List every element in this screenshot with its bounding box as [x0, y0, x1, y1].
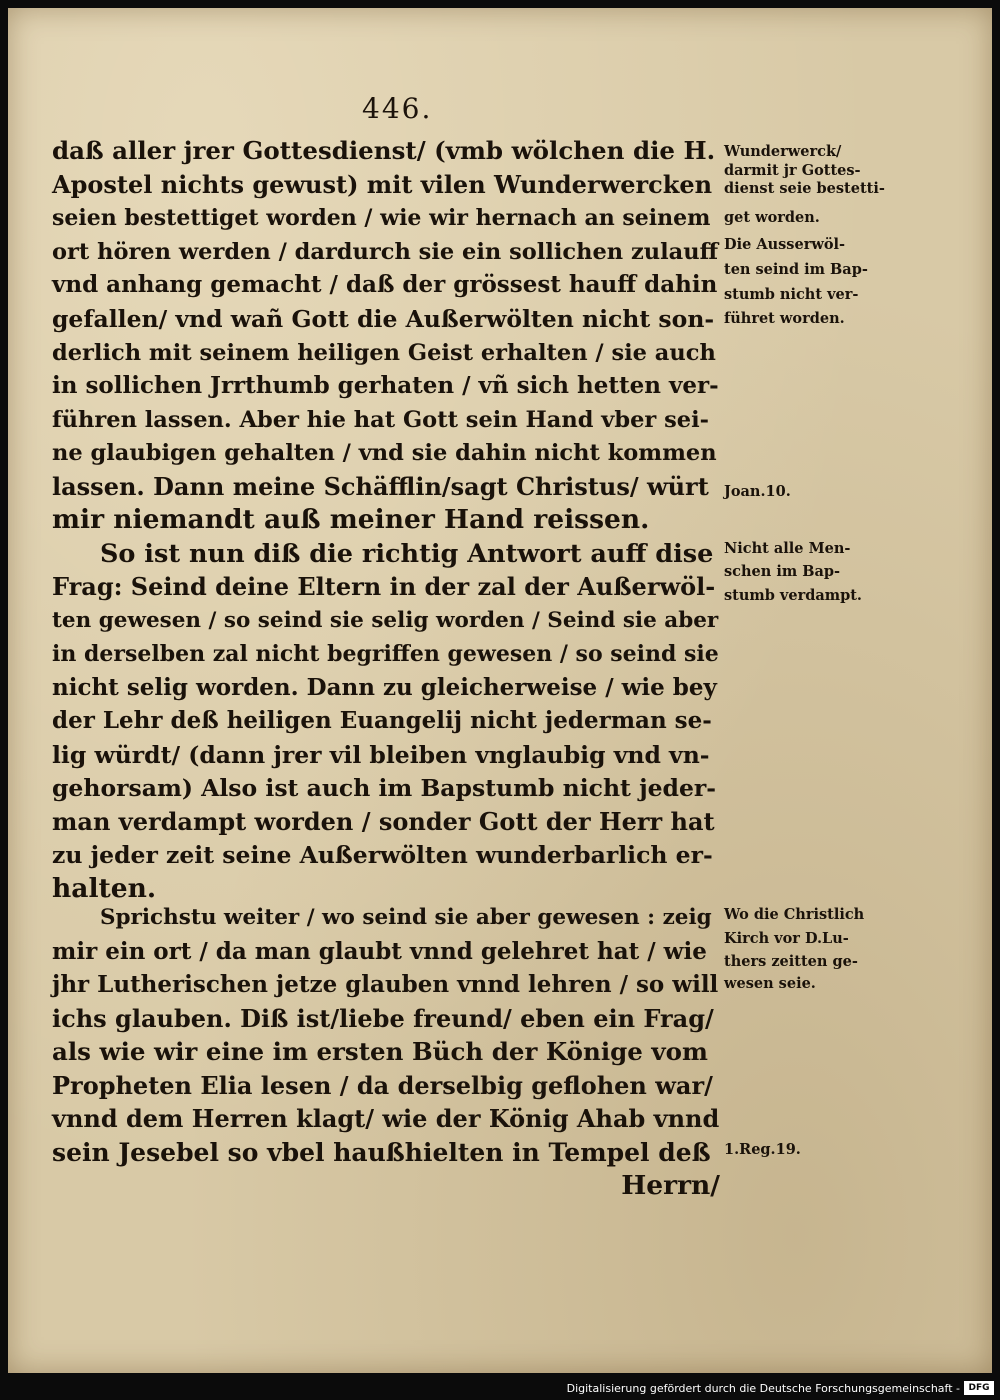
margin-note-line: führet worden.	[724, 310, 845, 327]
text-line: ichs glauben. Diß ist/liebe freund/ eben ein Frag/	[52, 1004, 714, 1033]
margin-note-line: stumb verdampt.	[724, 587, 862, 604]
margin-note-line: Kirch vor D.Lu-	[724, 930, 849, 947]
margin-note-line: ten seind im Bap-	[724, 261, 868, 278]
text-line: in sollichen Jrrthumb gerhaten / vñ sich hetten ver-	[52, 372, 719, 399]
catchword: Herrn/	[621, 1170, 720, 1201]
text-line: als wie wir eine im ersten Büch der Könige vom	[52, 1037, 708, 1066]
text-line: man verdampt worden / sonder Gott der Herr hat	[52, 807, 715, 836]
text-line: der Lehr deß heiligen Euangelij nicht jederman se-	[52, 707, 712, 734]
text-line: mir niemandt auß meiner Hand reissen.	[52, 504, 650, 535]
margin-note-line: Joan.10.	[724, 483, 791, 500]
paragraph-start-line: So ist nun diß die richtig Antwort auff dise	[100, 539, 714, 569]
margin-note-line: schen im Bap-	[724, 563, 841, 580]
margin-note-line: Die Ausserwöl-	[724, 236, 846, 253]
margin-note-line: get worden.	[724, 209, 820, 226]
text-line: gehorsam) Also ist auch im Bapstumb nicht jeder-	[52, 774, 717, 802]
paragraph-start-line: Sprichstu weiter / wo seind sie aber gewesen : zeig	[100, 905, 712, 930]
dfg-logo: DFG	[964, 1381, 994, 1395]
text-line: daß aller jrer Gottesdienst/ (vmb wölchen die H.	[52, 136, 716, 165]
text-line: ne glaubigen gehalten / vnd sie dahin nicht kommen	[52, 440, 717, 466]
text-line: zu jeder zeit seine Außerwölten wunderbarlich er-	[52, 841, 713, 869]
text-line: jhr Lutherischen jetze glauben vnnd lehren / so will	[52, 971, 719, 998]
text-line: mir ein ort / da man glaubt vnnd gelehret hat / wie	[52, 938, 707, 965]
text-line: Propheten Elia lesen / da derselbig geflohen war/	[52, 1071, 713, 1100]
text-line: vnd anhang gemacht / daß der grössest hauff dahin	[52, 271, 718, 298]
margin-note-line: darmit jr Gottes-	[724, 162, 861, 179]
text-line: derlich mit seinem heiligen Geist erhalten / sie auch	[52, 340, 716, 366]
margin-note-line: Nicht alle Men-	[724, 540, 851, 557]
text-line: nicht selig worden. Dann zu gleicherweise / wie bey	[52, 674, 717, 701]
margin-note-line: Wunderwerck/	[724, 143, 842, 160]
text-line: vnnd dem Herren klagt/ wie der König Ahab vnnd	[52, 1104, 720, 1133]
text-line: lassen. Dann meine Schäfflin/sagt Christus/ würt	[52, 472, 709, 501]
text-line: gefallen/ vnd wañ Gott die Außerwölten nicht son-	[52, 305, 715, 333]
text-line: halten.	[52, 873, 157, 904]
margin-note-line: dienst seie bestetti-	[724, 180, 885, 197]
margin-note-line: stumb nicht ver-	[724, 286, 859, 303]
margin-note-line: 1.Reg.19.	[724, 1141, 801, 1158]
text-line: in derselben zal nicht begriffen gewesen / so seind sie	[52, 641, 719, 667]
text-line: ten gewesen / so seind sie selig worden / Seind sie aber	[52, 608, 719, 633]
text-line: sein Jesebel so vbel haußhielten in Tempel deß	[52, 1138, 711, 1167]
text-line: Frag: Seind deine Eltern in der zal der Außerwöl-	[52, 572, 716, 601]
page-number: 446.	[362, 92, 433, 125]
text-line: lig würdt/ (dann jrer vil bleiben vnglaubig vnd vn-	[52, 741, 710, 769]
text-line: Apostel nichts gewust) mit vilen Wunderwercken	[52, 170, 713, 199]
margin-note-line: thers zeitten ge-	[724, 953, 858, 970]
margin-note-line: Wo die Christlich	[724, 906, 865, 923]
margin-note-line: wesen seie.	[724, 975, 816, 992]
text-line: führen lassen. Aber hie hat Gott sein Hand vber sei-	[52, 407, 709, 433]
text-line: seien bestettiget worden / wie wir hernach an seinem	[52, 205, 711, 231]
text-line: ort hören werden / dardurch sie ein sollichen zulauff	[52, 239, 719, 265]
digitization-credit: Digitalisierung gefördert durch die Deutsche Forschungsgemeinschaft -	[566, 1382, 960, 1395]
